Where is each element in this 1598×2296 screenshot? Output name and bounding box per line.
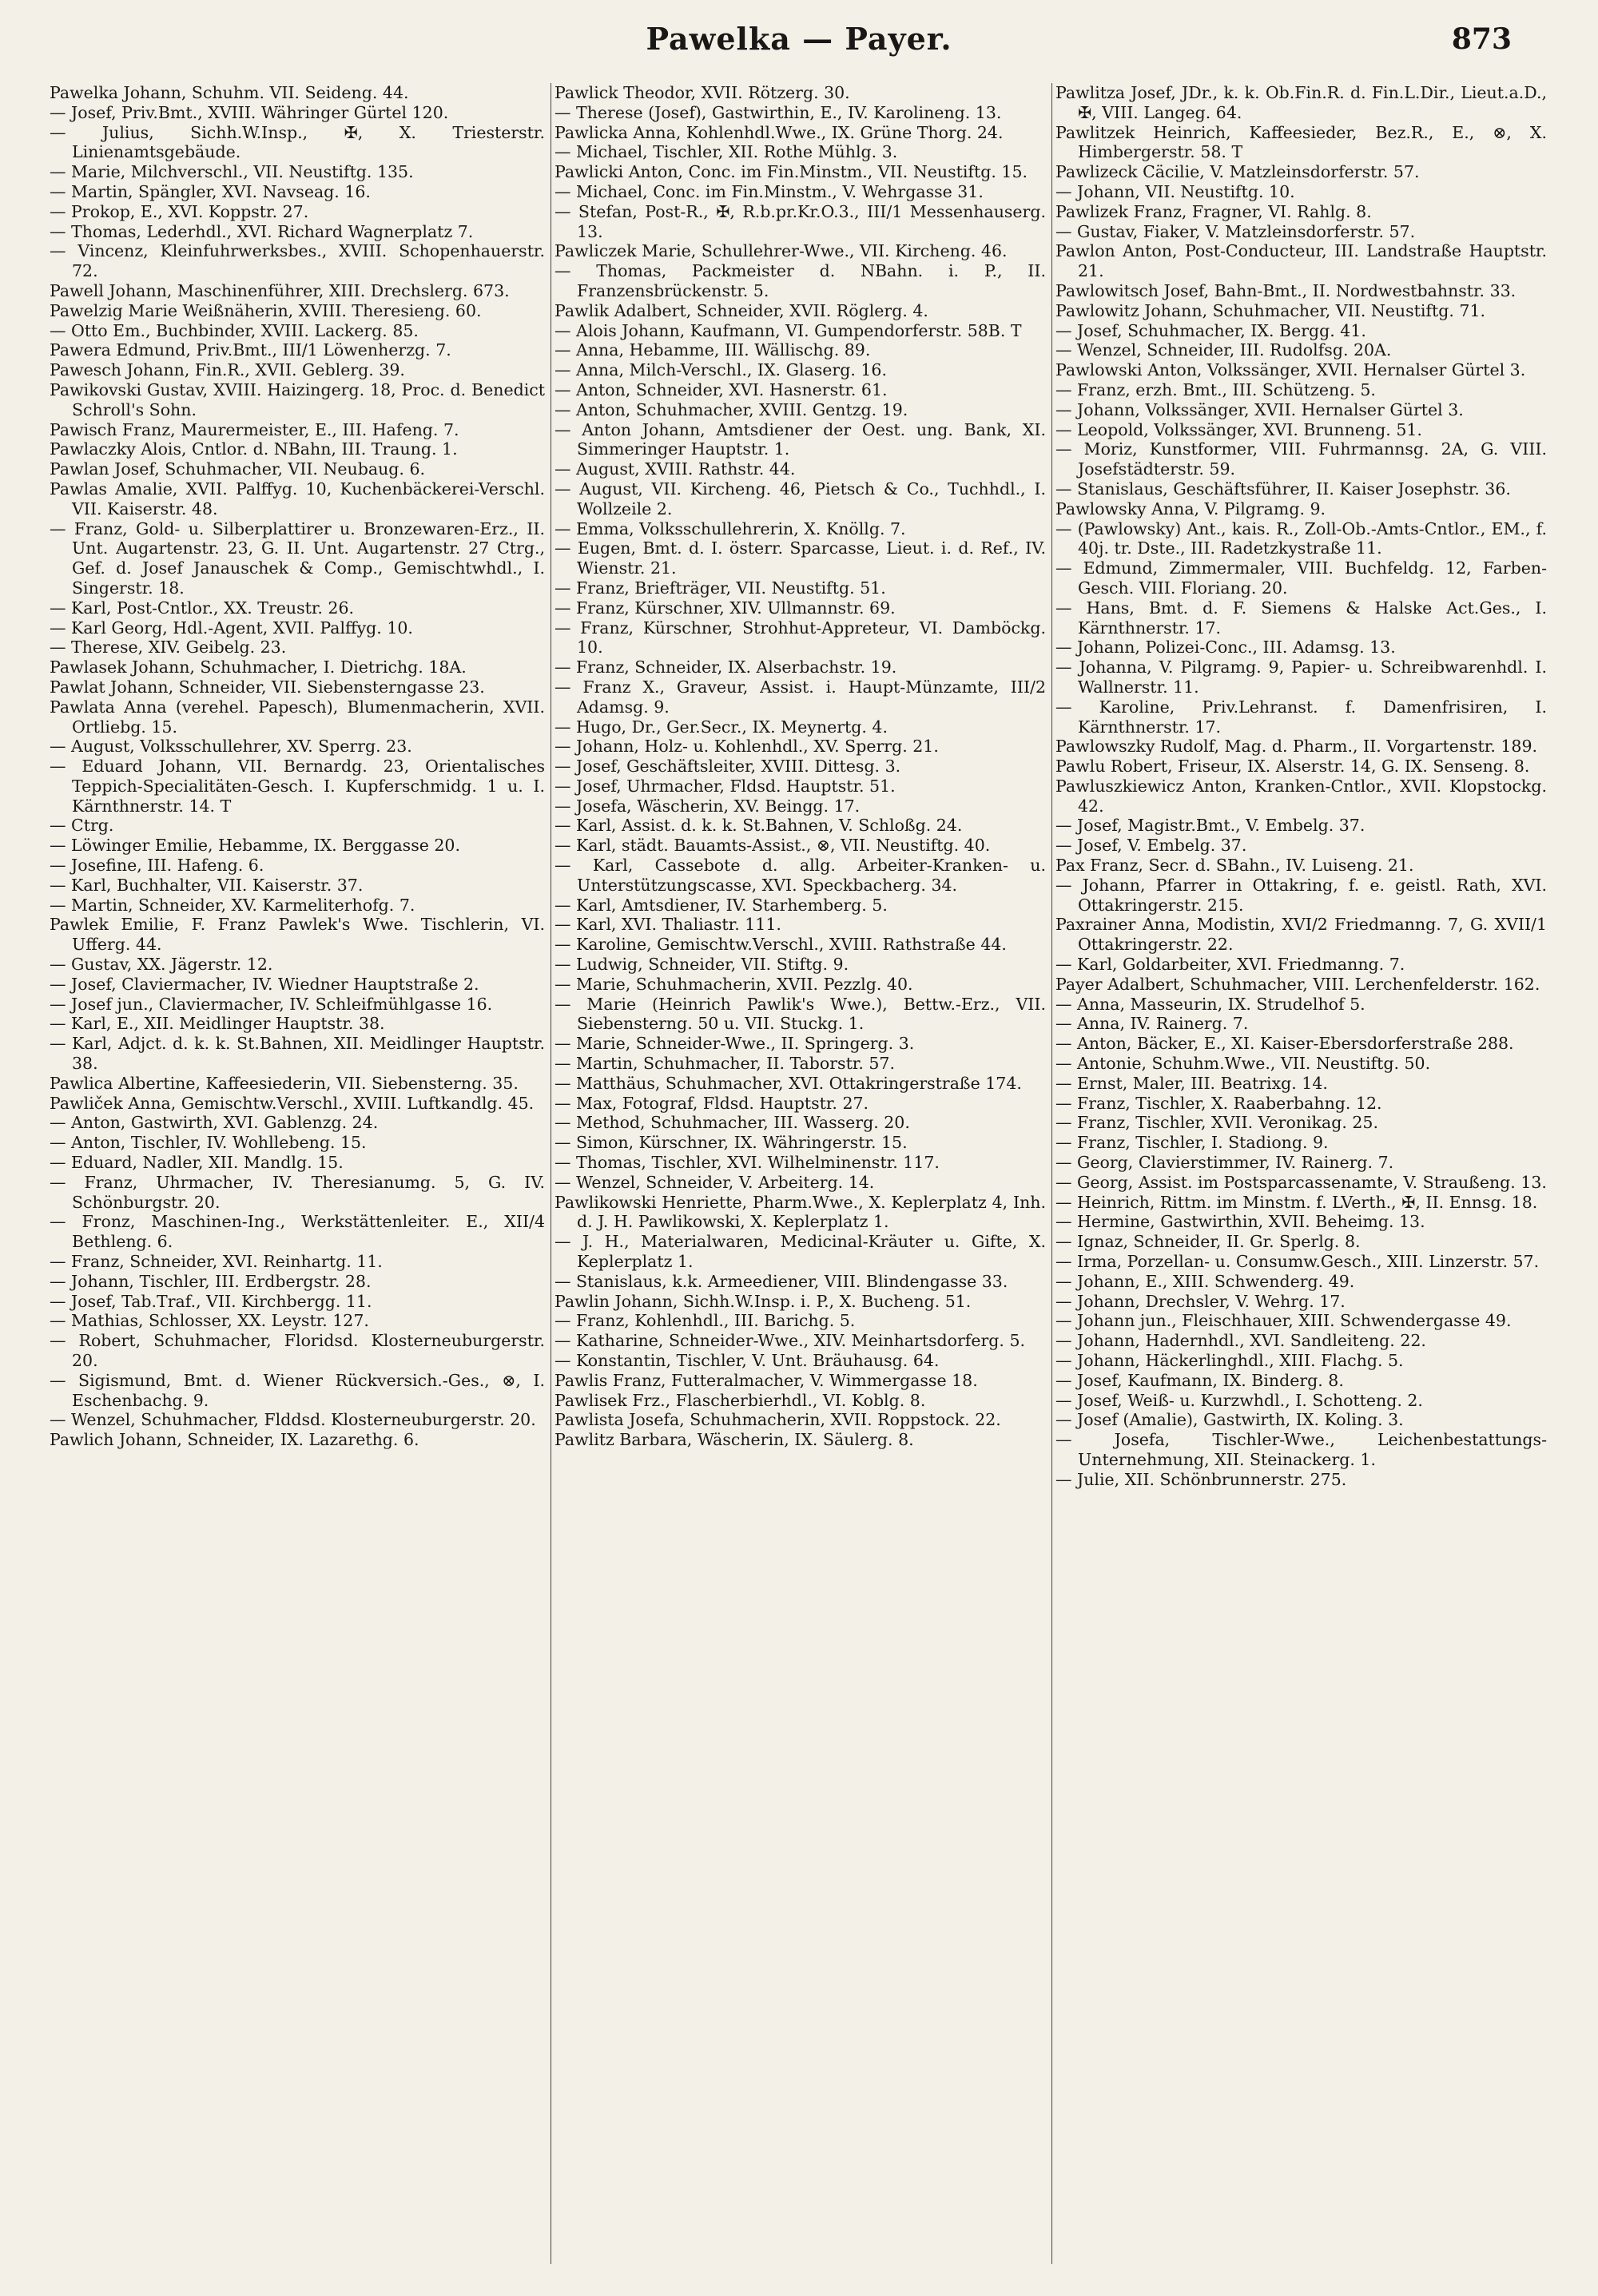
directory-entry: — Franz, Tischler, X. Raaberbahng. 12. — [1055, 1093, 1382, 1113]
directory-entry: — Robert, Schuhmacher, Floridsd. Klosterneuburgerstr. 20. — [50, 1331, 545, 1370]
directory-entry: Pawlitzek Heinrich, Kaffeesieder, Bez.R., E., ⊗, X. Himbergerstr. 58. T — [1055, 122, 1547, 162]
directory-entry: Pawlan Josef, Schuhmacher, VII. Neubaug. 6. — [50, 459, 425, 479]
directory-entry: — Hermine, Gastwirthin, XVII. Beheimg. 13. — [1055, 1212, 1425, 1232]
directory-entry: — Josef, Magistr.Bmt., V. Embelg. 37. — [1055, 816, 1365, 836]
directory-entry: — Method, Schuhmacher, III. Wasserg. 20. — [555, 1113, 910, 1133]
directory-entry: — Anna, Masseurin, IX. Strudelhof 5. — [1055, 994, 1365, 1014]
directory-entry: — Ctrg. — [50, 816, 114, 836]
directory-entry: — Franz, Briefträger, VII. Neustiftg. 51. — [555, 578, 886, 598]
directory-entry: — Josef, Tab.Traf., VII. Kirchbergg. 11. — [50, 1291, 372, 1311]
directory-entry: — Karl, E., XII. Meidlinger Hauptstr. 38. — [50, 1014, 385, 1034]
directory-entry: — Johann, Polizei-Conc., III. Adamsg. 13. — [1055, 638, 1396, 657]
page-header — [0, 21, 1598, 66]
directory-entry: Pawlitz Barbara, Wäscherin, IX. Säulerg. 8. — [555, 1430, 914, 1450]
directory-entry: — Therese, XIV. Geibelg. 23. — [50, 638, 287, 657]
directory-entry: Pawlowszky Rudolf, Mag. d. Pharm., II. Vorgartenstr. 189. — [1055, 737, 1537, 757]
directory-entry: Pawlick Theodor, XVII. Rötzerg. 30. — [555, 83, 850, 102]
directory-entry: — Alois Johann, Kaufmann, VI. Gumpendorferstr. 58B. T — [555, 320, 1022, 340]
directory-entry: — Anton Johann, Amtsdiener der Oest. ung. Bank, XI. Simmeringer Hauptstr. 1. — [555, 419, 1046, 459]
directory-entry: — Stefan, Post-R., ✠, R.b.pr.Kr.O.3., III/1 Messenhauserg. 13. — [555, 201, 1046, 241]
directory-entry: — Julie, XII. Schönbrunnerstr. 275. — [1055, 1469, 1347, 1489]
directory-entry: — Franz, Schneider, XVI. Reinhartg. 11. — [50, 1252, 383, 1272]
directory-entry: Pawlisek Frz., Flascherbierhdl., VI. Koblg. 8. — [555, 1390, 926, 1410]
directory-entry: Pawlowitsch Josef, Bahn-Bmt., II. Nordwestbahnstr. 33. — [1055, 280, 1517, 300]
directory-entry: Pawlis Franz, Futteralmacher, V. Wimmergasse 18. — [555, 1370, 978, 1390]
directory-entry: — Emma, Volksschullehrerin, X. Knöllg. 7. — [555, 518, 906, 538]
directory-entry: — Johann, Pfarrer in Ottakring, f. e. geistl. Rath, XVI. Ottakringerstr. 215. — [1055, 875, 1547, 915]
directory-entry: — Karoline, Gemischtw.Verschl., XVIII. Rathstraße 44. — [555, 935, 1007, 955]
directory-entry: — Stanislaus, k.k. Armeediener, VIII. Blindengasse 33. — [555, 1271, 1008, 1291]
directory-entry: Pawlikowski Henriette, Pharm.Wwe., X. Keplerplatz 4, Inh. d. J. H. Pawlikowski, X. Keplerplatz 1. — [555, 1192, 1046, 1232]
directory-entry: — Prokop, E., XVI. Koppstr. 27. — [50, 201, 309, 221]
directory-entry: — Hans, Bmt. d. F. Siemens & Halske Act.Ges., I. Kärnthnerstr. 17. — [1055, 598, 1547, 638]
directory-entry: — Moriz, Kunstformer, VIII. Fuhrmannsg. 2A, G. VIII. Josefstädterstr. 59. — [1055, 439, 1547, 479]
directory-entry: — Josefa, Wäscherin, XV. Beingg. 17. — [555, 796, 861, 816]
directory-entry: — Thomas, Lederhdl., XVI. Richard Wagnerplatz 7. — [50, 221, 474, 241]
column-right — [1051, 83, 1548, 2264]
directory-entry: — August, XVIII. Rathstr. 44. — [555, 459, 796, 479]
directory-entry: — Karl, Post-Cntlor., XX. Treustr. 26. — [50, 598, 355, 618]
directory-entry: — Anton, Schneider, XVI. Hasnerstr. 61. — [555, 379, 888, 399]
directory-entry: Pax Franz, Secr. d. SBahn., IV. Luiseng. 21. — [1055, 856, 1414, 876]
directory-entry: — Franz, Kürschner, Strohhut-Appreteur, VI. Damböckg. 10. — [555, 618, 1046, 657]
directory-entry: — August, Volksschullehrer, XV. Sperrg. 23. — [50, 737, 412, 757]
directory-entry: — Marie, Schuhmacherin, XVII. Pezzlg. 40. — [555, 974, 913, 994]
directory-entry: — Josef, V. Embelg. 37. — [1055, 836, 1247, 856]
directory-entry: — Franz, Schneider, IX. Alserbachstr. 19. — [555, 657, 897, 677]
directory-entry: — Franz, Tischler, XVII. Veronikag. 25. — [1055, 1113, 1378, 1133]
directory-entry: — Johann, Tischler, III. Erdbergstr. 28. — [50, 1271, 372, 1291]
directory-entry: — Katharine, Schneider-Wwe., XIV. Meinhartsdorferg. 5. — [555, 1331, 1026, 1351]
directory-entry: — Eduard, Nadler, XII. Mandlg. 15. — [50, 1153, 344, 1173]
directory-entry: — Karl, Adjct. d. k. k. St.Bahnen, XII. Meidlinger Hauptstr. 38. — [50, 1034, 545, 1074]
directory-entry: — Franz X., Graveur, Assist. i. Haupt-Münzamte, III/2 Adamsg. 9. — [555, 677, 1046, 717]
directory-entry: Pawikovski Gustav, XVIII. Haizingerg. 18, Proc. d. Benedict Schroll's Sohn. — [50, 379, 545, 419]
directory-entry: — Josefine, III. Hafeng. 6. — [50, 856, 264, 876]
directory-entry: — Matthäus, Schuhmacher, XVI. Ottakringerstraße 174. — [555, 1073, 1022, 1093]
directory-entry: Pawlica Albertine, Kaffeesiederin, VII. Siebensterng. 35. — [50, 1073, 519, 1093]
directory-entry: — Georg, Assist. im Postsparcassenamte, V. Straußeng. 13. — [1055, 1172, 1547, 1192]
directory-columns — [50, 83, 1548, 2264]
directory-entry: — Stanislaus, Geschäftsführer, II. Kaiser Josephstr. 36. — [1055, 479, 1511, 499]
directory-entry: — Johann, Holz- u. Kohlenhdl., XV. Sperrg. 21. — [555, 737, 939, 757]
directory-entry: — Josef jun., Claviermacher, IV. Schleifmühlgasse 16. — [50, 994, 493, 1014]
directory-entry: Pawelka Johann, Schuhm. VII. Seideng. 44. — [50, 83, 409, 102]
directory-entry: — (Pawlowsky) Ant., kais. R., Zoll-Ob.-Amts-Cntlor., EM., f. 40j. tr. Dste., III. Radetzkystraße 11. — [1055, 518, 1547, 558]
directory-entry: — Ernst, Maler, III. Beatrixg. 14. — [1055, 1073, 1328, 1093]
directory-entry: Pawlata Anna (verehel. Papesch), Blumenmacherin, XVII. Ortliebg. 15. — [50, 697, 545, 737]
directory-entry: Pawlowitz Johann, Schuhmacher, VII. Neustiftg. 71. — [1055, 300, 1486, 320]
directory-entry: Pawlas Amalie, XVII. Palffyg. 10, Kuchenbäckerei-Verschl. VII. Kaiserstr. 48. — [50, 479, 545, 518]
column-middle — [551, 83, 1047, 2264]
directory-entry: — Leopold, Volkssänger, XVI. Brunneng. 51. — [1055, 419, 1422, 439]
directory-entry: — Josef, Kaufmann, IX. Binderg. 8. — [1055, 1370, 1344, 1390]
directory-entry: — Heinrich, Rittm. im Minstm. f. LVerth., ✠, II. Ennsg. 18. — [1055, 1192, 1538, 1212]
directory-entry: — Karoline, Priv.Lehranst. f. Damenfrisiren, I. Kärnthnerstr. 17. — [1055, 697, 1547, 737]
directory-entry: — Otto Em., Buchbinder, XVIII. Lackerg. 85. — [50, 320, 419, 340]
directory-entry: — Simon, Kürschner, IX. Währingerstr. 15. — [555, 1133, 908, 1153]
directory-entry: Pawlat Johann, Schneider, VII. Siebensterngasse 23. — [50, 677, 485, 697]
directory-entry: — J. H., Materialwaren, Medicinal-Kräuter u. Gifte, X. Keplerplatz 1. — [555, 1232, 1046, 1272]
directory-entry: — Michael, Conc. im Fin.Minstm., V. Wehrgasse 31. — [555, 181, 984, 201]
directory-entry: — Martin, Schuhmacher, II. Taborstr. 57. — [555, 1054, 895, 1074]
directory-entry: — Mathias, Schlosser, XX. Leystr. 127. — [50, 1311, 369, 1331]
directory-entry: Pawesch Johann, Fin.R., XVII. Geblerg. 39. — [50, 360, 405, 380]
directory-entry: Pawlu Robert, Friseur, IX. Alserstr. 14, G. IX. Senseng. 8. — [1055, 757, 1530, 777]
directory-entry: Pawlon Anton, Post-Conducteur, III. Landstraße Hauptstr. 21. — [1055, 241, 1547, 281]
directory-entry: — Marie, Milchverschl., VII. Neustiftg. 135. — [50, 162, 414, 182]
directory-entry: — Karl Georg, Hdl.-Agent, XVII. Palffyg. 10. — [50, 618, 413, 638]
directory-entry: Pawlaczky Alois, Cntlor. d. NBahn, III. Traung. 1. — [50, 439, 458, 459]
directory-entry: — Karl, XVI. Thaliastr. 111. — [555, 915, 781, 935]
page-number: 873 — [1451, 22, 1512, 56]
directory-entry: — Löwinger Emilie, Hebamme, IX. Berggasse 20. — [50, 836, 460, 856]
directory-entry: — Edmund, Zimmermaler, VIII. Buchfeldg. 12, Farben-Gesch. VIII. Floriang. 20. — [1055, 558, 1547, 598]
directory-entry: — Johann jun., Fleischhauer, XIII. Schwendergasse 49. — [1055, 1311, 1512, 1331]
directory-entry: Payer Adalbert, Schuhmacher, VIII. Lerchenfelderstr. 162. — [1055, 974, 1540, 994]
directory-entry: — Anton, Gastwirth, XVI. Gablenzg. 24. — [50, 1113, 379, 1133]
directory-entry: — Josefa, Tischler-Wwe., Leichenbestattungs-Unternehmung, XII. Steinackerg. 1. — [1055, 1430, 1547, 1469]
directory-entry: — Gustav, Fiaker, V. Matzleinsdorferstr. 57. — [1055, 221, 1416, 241]
directory-entry: — Anton, Tischler, IV. Wohllebeng. 15. — [50, 1133, 367, 1153]
directory-entry: — Marie (Heinrich Pawlik's Wwe.), Bettw.-Erz., VII. Siebensterng. 50 u. VII. Stuckg. 1. — [555, 994, 1046, 1034]
directory-entry: Pawliček Anna, Gemischtw.Verschl., XVIII. Luftkandlg. 45. — [50, 1093, 535, 1113]
directory-entry: — August, VII. Kircheng. 46, Pietsch & Co., Tuchhdl., I. Wollzeile 2. — [555, 479, 1046, 518]
directory-entry: — Wenzel, Schneider, V. Arbeiterg. 14. — [555, 1172, 875, 1192]
directory-entry: — Antonie, Schuhm.Wwe., VII. Neustiftg. 50. — [1055, 1054, 1431, 1074]
directory-entry: — Franz, Gold- u. Silberplattirer u. Bronzewaren-Erz., II. Unt. Augartenstr. 23, G. II. Unt. Augartenstr. 27 Ctrg., Gef. d. Josef Janauschek & Comp., Gemischtwhdl., I. Singerstr. 18. — [50, 518, 545, 598]
directory-entry: — Franz, erzh. Bmt., III. Schützeng. 5. — [1055, 379, 1376, 399]
directory-entry: — Julius, Sichh.W.Insp., ✠, X. Triesterstr. Linienamtsgebäude. — [50, 122, 545, 162]
directory-entry: Pawlek Emilie, F. Franz Pawlek's Wwe. Tischlerin, VI. Ufferg. 44. — [50, 915, 545, 955]
directory-entry: — Josef (Amalie), Gastwirth, IX. Koling. 3. — [1055, 1410, 1404, 1430]
directory-entry: — Franz, Kohlenhdl., III. Barichg. 5. — [555, 1311, 856, 1331]
directory-entry: — Franz, Uhrmacher, IV. Theresianumg. 5, G. IV. Schönburgstr. 20. — [50, 1172, 545, 1212]
directory-entry: — Josef, Geschäftsleiter, XVIII. Dittesg. 3. — [555, 757, 901, 777]
directory-entry: Pawelzig Marie Weißnäherin, XVIII. Theresieng. 60. — [50, 300, 482, 320]
directory-entry: — Thomas, Tischler, XVI. Wilhelminenstr. 117. — [555, 1153, 940, 1173]
directory-entry: — Martin, Spängler, XVI. Navseag. 16. — [50, 181, 371, 201]
directory-entry: — Karl, städt. Bauamts-Assist., ⊗, VII. Neustiftg. 40. — [555, 836, 991, 856]
directory-entry: — Josef, Claviermacher, IV. Wiedner Hauptstraße 2. — [50, 974, 479, 994]
directory-entry: — Johann, Hadernhdl., XVI. Sandleiteng. 22. — [1055, 1331, 1426, 1351]
directory-entry: Pawlik Adalbert, Schneider, XVII. Röglerg. 4. — [555, 300, 928, 320]
directory-entry: — Karl, Goldarbeiter, XVI. Friedmanng. 7. — [1055, 955, 1405, 975]
directory-entry: — Anna, IV. Rainerg. 7. — [1055, 1014, 1249, 1034]
directory-entry: — Georg, Clavierstimmer, IV. Rainerg. 7. — [1055, 1153, 1394, 1173]
directory-entry: Pawell Johann, Maschinenführer, XIII. Drechslerg. 673. — [50, 280, 510, 300]
directory-entry: — Michael, Tischler, XII. Rothe Mühlg. 3. — [555, 142, 898, 162]
directory-entry: — Hugo, Dr., Ger.Secr., IX. Meynertg. 4. — [555, 717, 888, 737]
directory-entry: Pawlizeck Cäcilie, V. Matzleinsdorferstr. 57. — [1055, 162, 1420, 182]
directory-entry: Pawera Edmund, Priv.Bmt., III/1 Löwenherzg. 7. — [50, 340, 451, 360]
directory-entry: — Thomas, Packmeister d. NBahn. i. P., II. Franzensbrückenstr. 5. — [555, 261, 1046, 300]
directory-entry: Pawlicki Anton, Conc. im Fin.Minstm., VII. Neustiftg. 15. — [555, 162, 1028, 182]
directory-entry: — Karl, Amtsdiener, IV. Starhemberg. 5. — [555, 895, 888, 915]
directory-entry: — Gustav, XX. Jägerstr. 12. — [50, 955, 273, 975]
directory-entry: — Anton, Schuhmacher, XVIII. Gentzg. 19. — [555, 399, 908, 419]
directory-entry: — Johann, Drechsler, V. Wehrg. 17. — [1055, 1291, 1346, 1311]
directory-entry: — Eugen, Bmt. d. I. österr. Sparcasse, Lieut. i. d. Ref., IV. Wienstr. 21. — [555, 538, 1046, 578]
directory-entry: — Johann, E., XIII. Schwenderg. 49. — [1055, 1271, 1355, 1291]
directory-entry: — Johann, VII. Neustiftg. 10. — [1055, 181, 1295, 201]
directory-entry: Pawluszkiewicz Anton, Kranken-Cntlor., XVII. Klopstockg. 42. — [1055, 776, 1547, 816]
directory-entry: — Karl, Assist. d. k. k. St.Bahnen, V. Schloßg. 24. — [555, 816, 963, 836]
directory-entry: — Josef, Schuhmacher, IX. Bergg. 41. — [1055, 320, 1366, 340]
directory-entry: Pawlowsky Anna, V. Pilgramg. 9. — [1055, 499, 1326, 518]
directory-entry: Pawlicka Anna, Kohlenhdl.Wwe., IX. Grüne Thorg. 24. — [555, 122, 1004, 142]
directory-entry: — Ludwig, Schneider, VII. Stiftg. 9. — [555, 955, 849, 975]
running-title: Pawelka — Payer. — [646, 21, 952, 57]
directory-entry: — Johanna, V. Pilgramg. 9, Papier- u. Schreibwarenhdl. I. Wallnerstr. 11. — [1055, 657, 1547, 697]
directory-entry: — Max, Fotograf, Fldsd. Hauptstr. 27. — [555, 1093, 869, 1113]
directory-entry: Pawlista Josefa, Schuhmacherin, XVII. Roppstock. 22. — [555, 1410, 1001, 1430]
directory-entry: — Martin, Schneider, XV. Karmeliterhofg. 7. — [50, 895, 415, 915]
directory-entry: — Franz, Kürschner, XIV. Ullmannstr. 69. — [555, 598, 896, 618]
directory-entry: Pawliczek Marie, Schullehrer-Wwe., VII. Kircheng. 46. — [555, 241, 1008, 261]
directory-entry: — Marie, Schneider-Wwe., II. Springerg. 3. — [555, 1034, 915, 1054]
directory-entry: — Karl, Buchhalter, VII. Kaiserstr. 37. — [50, 875, 364, 895]
directory-entry: Pawisch Franz, Maurermeister, E., III. Hafeng. 7. — [50, 419, 459, 439]
directory-entry: — Wenzel, Schuhmacher, Flddsd. Klosterneuburgerstr. 20. — [50, 1410, 536, 1430]
directory-entry: — Josef, Priv.Bmt., XVIII. Währinger Gürtel 120. — [50, 102, 449, 122]
directory-entry: — Eduard Johann, VII. Bernardg. 23, Orientalisches Teppich-Specialitäten-Gesch. I. Kupferschmidg. 1 u. I. Kärnthnerstr. 14. T — [50, 757, 545, 816]
directory-entry: Pawlitza Josef, JDr., k. k. Ob.Fin.R. d. Fin.L.Dir., Lieut.a.D., ✠, VIII. Langeg. 64. — [1055, 83, 1547, 122]
directory-entry: Pawlin Johann, Sichh.W.Insp. i. P., X. Bucheng. 51. — [555, 1291, 972, 1311]
directory-entry: — Irma, Porzellan- u. Consumw.Gesch., XIII. Linzerstr. 57. — [1055, 1252, 1540, 1272]
directory-entry: — Ignaz, Schneider, II. Gr. Sperlg. 8. — [1055, 1232, 1361, 1252]
directory-entry: Pawlasek Johann, Schuhmacher, I. Dietrichg. 18A. — [50, 657, 467, 677]
directory-entry: Pawlowski Anton, Volkssänger, XVII. Hernalser Gürtel 3. — [1055, 360, 1526, 380]
directory-entry: — Anton, Bäcker, E., XI. Kaiser-Ebersdorferstraße 288. — [1055, 1034, 1514, 1054]
directory-entry: Pawlizek Franz, Fragner, VI. Rahlg. 8. — [1055, 201, 1372, 221]
directory-entry: — Fronz, Maschinen-Ing., Werkstättenleiter. E., XII/4 Bethleng. 6. — [50, 1212, 545, 1252]
directory-entry: — Johann, Volkssänger, XVII. Hernalser Gürtel 3. — [1055, 399, 1464, 419]
directory-entry: — Konstantin, Tischler, V. Unt. Bräuhausg. 64. — [555, 1351, 940, 1370]
directory-entry: — Franz, Tischler, I. Stadiong. 9. — [1055, 1133, 1329, 1153]
directory-entry: — Anna, Milch-Verschl., IX. Glaserg. 16. — [555, 360, 887, 380]
column-left — [50, 83, 547, 2264]
directory-entry: — Vincenz, Kleinfuhrwerksbes., XVIII. Schopenhauerstr. 72. — [50, 241, 545, 281]
directory-entry: — Therese (Josef), Gastwirthin, E., IV. Karolineng. 13. — [555, 102, 1002, 122]
directory-entry: — Karl, Cassebote d. allg. Arbeiter-Kranken- u. Unterstützungscasse, XVI. Speckbacherg. 34. — [555, 856, 1046, 895]
directory-entry: — Sigismund, Bmt. d. Wiener Rückversich.-Ges., ⊗, I. Eschenbachg. 9. — [50, 1370, 545, 1410]
directory-entry: Paxrainer Anna, Modistin, XVI/2 Friedmanng. 7, G. XVII/1 Ottakringerstr. 22. — [1055, 915, 1547, 955]
directory-entry: — Josef, Weiß- u. Kurzwhdl., I. Schotteng. 2. — [1055, 1390, 1423, 1410]
directory-entry: — Johann, Häckerlinghdl., XIII. Flachg. 5. — [1055, 1351, 1404, 1370]
directory-entry: — Wenzel, Schneider, III. Rudolfsg. 20A. — [1055, 340, 1392, 360]
directory-entry: — Anna, Hebamme, III. Wällischg. 89. — [555, 340, 871, 360]
directory-entry: Pawlich Johann, Schneider, IX. Lazarethg. 6. — [50, 1430, 419, 1450]
directory-entry: — Josef, Uhrmacher, Fldsd. Hauptstr. 51. — [555, 776, 896, 796]
